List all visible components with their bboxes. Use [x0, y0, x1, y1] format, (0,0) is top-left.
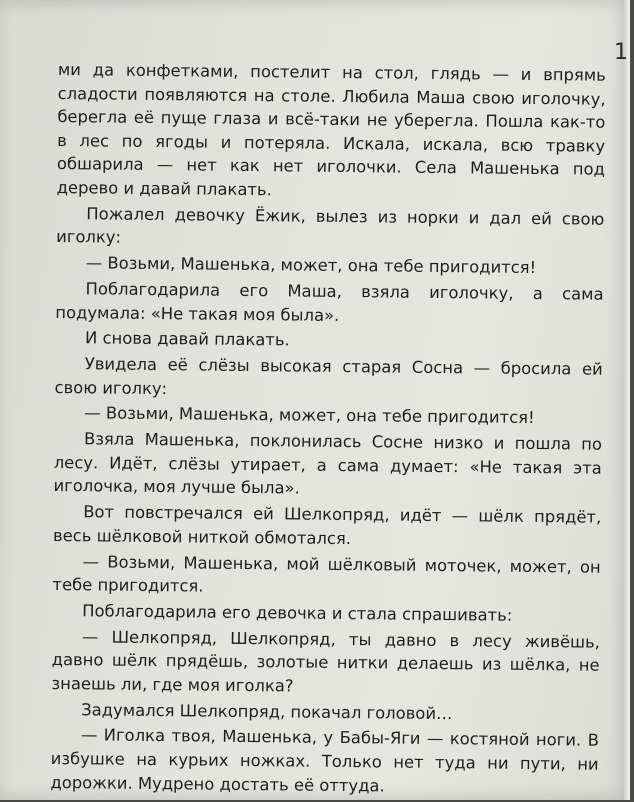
page-number-fragment: 1 — [614, 40, 628, 65]
paragraph: — Шелкопряд, Шелкопряд, ты давно в лесу живёшь, давно шёлк прядёшь, золотые нитки делаешь из шёлка, не знаешь ли, где моя иголка? — [51, 627, 601, 696]
paragraph: Поблагодарила его девочка и стала спрашивать: — [82, 601, 513, 625]
paragraph: Пожалел девочку Ёжик, вылез из норки и дал ей свою иголку: — [56, 204, 605, 248]
paragraph: Взяла Машенька, поклонилась Сосне низко и пошла по лесу. Идёт, слёзы утирает, а сама думает: «Не такая эта иголочка, моя лучше была». — [53, 429, 603, 498]
paragraph: ми да конфетками, постелит на стол, глядь — и впрямь сладости появляются на столе. Любила Маша свою иголочку, берегла её пуще глаза и всё-таки не уберегла. Пошла как-то в лес по ягоды и потеряла. Искала, искала, всю травку обшарила — нет как нет иголочки. Села Машенька под дерево и давай плакать. — [56, 59, 606, 200]
paragraph: — Возьми, Машенька, может, она тебе пригодится! — [85, 253, 537, 278]
page-edge — [624, 0, 630, 800]
paragraph: — Возьми, Машенька, может, она тебе пригодится! — [84, 403, 535, 428]
paragraph: Увидела её слёзы высокая старая Сосна — бросила ей свою иголку: — [54, 354, 603, 398]
story-text — [50, 58, 606, 802]
paragraph: — Иголка твоя, Машенька, у Бабы-Яги — костяной ноги. В избушке на курьих ножках. Только нет туда ни пути, ни дорожки. Мудрено достать её оттуда. — [50, 725, 599, 796]
paragraph: — Возьми, Машенька, мой шёлковый моточек, может, он тебе пригодится. — [52, 551, 601, 596]
paragraph: Поблагодарила его Маша, взяла иголочку, а сама подумала: «Не такая моя была». — [55, 279, 604, 325]
paragraph: И снова давай плакать. — [84, 328, 290, 350]
paragraph: Вот повстречался ей Шелкопряд, идёт — шёлк прядёт, весь шёлковой ниткой обмотался. — [52, 502, 602, 548]
paragraph: Задумался Шелкопряд, покачал головой… — [81, 699, 453, 723]
